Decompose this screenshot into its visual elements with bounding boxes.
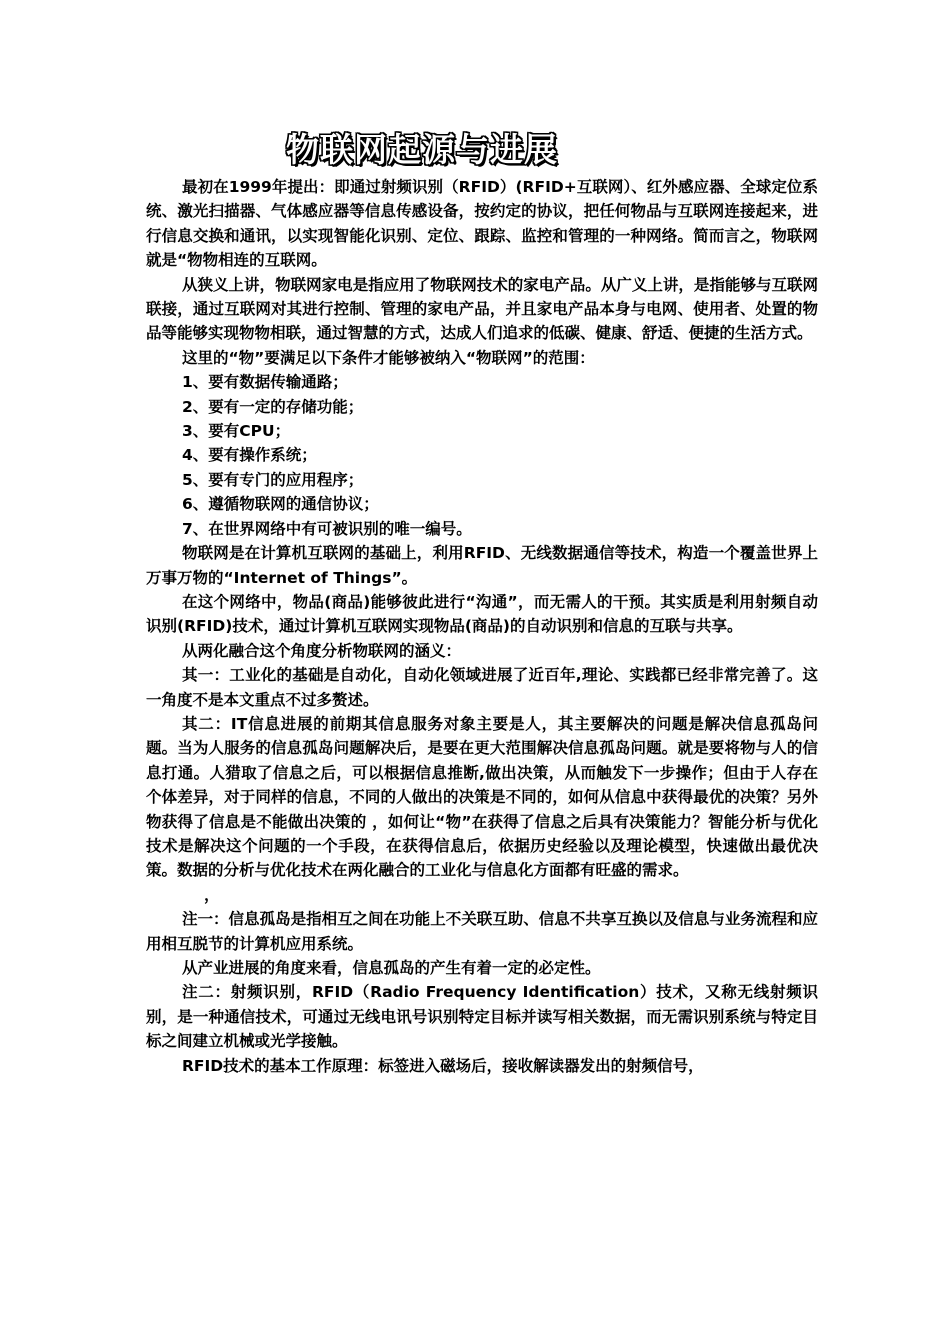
- paragraph-rfid-principle: RFID技术的基本工作原理：标签进入磁场后，接收解读器发出的射频信号，: [182, 1056, 704, 1075]
- condition-item: 1、要有数据传输通路；: [182, 373, 348, 392]
- paragraph-home-appliances: 从狭义上讲，物联网家电是指应用了物联网技术的家电产品。从广义上讲，是指能够与互联网联接，通过互联网对其进行控制、管理的家电产品，并且家电产品本身与电网、使用者、处置的物品等能够实现物物相联，通过智慧的方式，达成人们追求的低碳、健康、舒适、便捷的生活方式。: [146, 275, 818, 343]
- paragraph-second-angle: 其二：IT信息进展的前期其信息服务对象主要是人，其主要解决的问题是解决信息孤岛问题。当为人服务的信息孤岛问题解决后，是要在更大范围解决信息孤岛问题。就是要将物与人的信息打通。人猎取了信息之后，可以根据信息推断,做出决策，从而触发下一步操作；但由于人存在个体差异，对于同样的信息，不同的人做出的决策是不同的，如何从信息中获得最优的决策？另外物获得了信息是不能做出决策的 ，如何让“物”在获得了信息之后具有决策能力？智能分析与优化技术是解决这个问题的一个手段，在获得信息后，依据历史经验以及理论模型，快速做出最优决策。数据的分析与优化技术在两化融合的工业化与信息化方面都有旺盛的需求。: [146, 714, 818, 880]
- document-title: 物联网起源与进展: [286, 130, 558, 169]
- paragraph-industry: 从产业进展的角度来看，信息孤岛的产生有着一定的必定性。: [182, 958, 601, 977]
- paragraph-first-angle: 其一：工业化的基础是自动化，自动化领域进展了近百年,理论、实践都已经非常完善了。这一角度不是本文重点不过多赘述。: [146, 666, 818, 709]
- condition-item: 2、要有一定的存储功能；: [182, 397, 364, 416]
- condition-item: 6、遵循物联网的通信协议；: [182, 495, 379, 514]
- condition-item: 3、要有CPU；: [182, 422, 291, 441]
- document-body: [146, 175, 818, 1078]
- condition-item: 7、在世界网络中有可被识别的唯一编号。: [182, 519, 472, 538]
- note-one: 注一：信息孤岛是指相互之间在功能上不关联互助、信息不共享互换以及信息与业务流程和应用相互脱节的计算机应用系统。: [146, 910, 818, 953]
- paragraph-two-integration: 从两化融合这个角度分析物联网的涵义：: [182, 641, 462, 660]
- paragraph-internet-of-things: 物联网是在计算机互联网的基础上，利用RFID、无线数据通信等技术，构造一个覆盖世界上万事万物的“Internet of Things”。: [146, 544, 818, 587]
- note-two: 注二：射频识别，RFID（Radio Frequency Identification）技术，又称无线射频识别，是一种通信技术，可通过无线电讯号识别特定目标并读写相关数据，而无需识别系统与特定目标之间建立机械或光学接触。: [146, 983, 818, 1051]
- paragraph-definition: 最初在1999年提出：即通过射频识别（RFID）(RFID+互联网）、红外感应器、全球定位系统、激光扫描器、气体感应器等信息传感设备，按约定的协议，把任何物品与互联网连接起来，进行信息交换和通讯，以实现智能化识别、定位、跟踪、监控和管理的一种网络。简而言之，物联网就是“物物相连的互联网。: [146, 178, 818, 270]
- paragraph-communication: 在这个网络中，物品(商品)能够彼此进行“沟通”，而无需人的干预。其实质是利用射频自动识别(RFID)技术，通过计算机互联网实现物品(商品)的自动识别和信息的互联与共享。: [146, 592, 818, 636]
- stray-comma: ，: [204, 885, 220, 904]
- condition-item: 5、要有专门的应用程序；: [182, 470, 364, 489]
- condition-item: 4、要有操作系统；: [182, 446, 317, 465]
- paragraph-conditions-intro: 这里的“物”要满足以下条件才能够被纳入“物联网”的范围：: [182, 348, 595, 367]
